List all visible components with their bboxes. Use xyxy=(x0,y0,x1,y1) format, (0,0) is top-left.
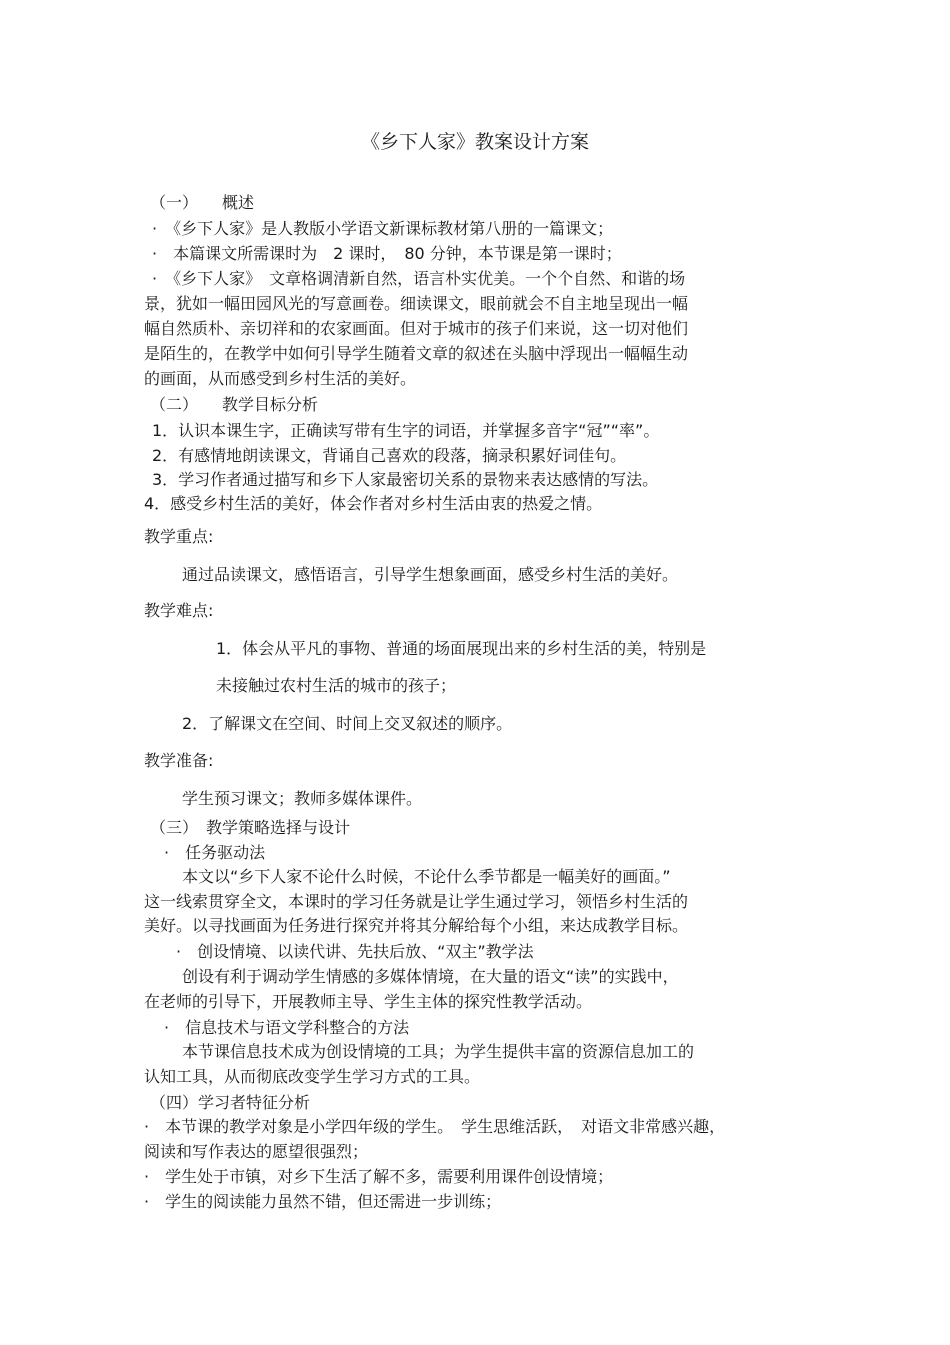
method-3-heading: · 信息技术与语文学科整合的方法 xyxy=(164,1018,410,1037)
goal-item-3: 3．学习作者通过描写和乡下人家最密切关系的景物来表达感情的写法。 xyxy=(152,470,659,489)
method-2-line-2: 在老师的引导下，开展教师主导、学生主体的探究性教学活动。 xyxy=(144,992,593,1011)
overview-line-7: 的画面，从而感受到乡村生活的美好。 xyxy=(144,369,417,388)
method-1-line-3: 美好。以寻找画面为任务进行探究并将其分解给每个小组，来达成教学目标。 xyxy=(144,916,689,935)
goal-item-2: 2．有感情地朗读课文，背诵自己喜欢的段落，摘录积累好词佳句。 xyxy=(152,446,627,465)
method-3-line-1: 本节课信息技术成为创设情境的工具；为学生提供丰富的资源信息加工的 xyxy=(182,1042,695,1061)
section-4-heading: （四）学习者特征分析 xyxy=(150,1093,311,1112)
goal-item-4: 4．感受乡村生活的美好，体会作者对乡村生活由衷的热爱之情。 xyxy=(144,494,603,513)
method-3-line-2: 认知工具，从而彻底改变学生学习方式的工具。 xyxy=(144,1067,481,1086)
method-2-line-1: 创设有利于调动学生情感的多媒体情境，在大量的语文“读”的实践中， xyxy=(182,967,679,986)
learner-line-1: · 本节课的教学对象是小学四年级的学生。 学生思维活跃， 对语文非常感兴趣， xyxy=(144,1117,726,1136)
method-1-line-2: 这一线索贯穿全文，本课时的学习任务就是让学生通过学习，领悟乡村生活的 xyxy=(144,892,689,911)
learner-line-2: 阅读和写作表达的愿望很强烈； xyxy=(144,1142,369,1161)
method-2-heading: · 创设情境、以读代讲、先扶后放、“双主”教学法 xyxy=(176,942,534,961)
overview-line-2: · 本篇课文所需课时为 2 课时， 80 分钟，本节课是第一课时； xyxy=(152,244,622,263)
section-1-heading: （一） 概述 xyxy=(150,193,255,212)
preparation-label: 教学准备: xyxy=(144,751,214,770)
goal-item-1: 1．认识本课生字，正确读写带有生字的词语，并掌握多音字“冠”“率”。 xyxy=(152,421,660,440)
key-point-label: 教学重点: xyxy=(144,527,214,546)
difficulty-item-1b: 未接触过农村生活的城市的孩子； xyxy=(216,676,457,695)
learner-line-3: · 学生处于市镇，对乡下生活了解不多，需要利用课件创设情境； xyxy=(144,1167,614,1186)
difficulty-label: 教学难点: xyxy=(144,601,214,620)
preparation-text: 学生预习课文；教师多媒体课件。 xyxy=(182,789,423,808)
overview-line-6: 是陌生的，在教学中如何引导学生随着文章的叙述在头脑中浮现出一幅幅生动 xyxy=(144,344,689,363)
document-title: 《乡下人家》教案设计方案 xyxy=(360,131,589,153)
overview-line-1: · 《乡下人家》是人教版小学语文新课标教材第八册的一篇课文； xyxy=(152,219,614,238)
method-1-heading: · 任务驱动法 xyxy=(164,843,266,862)
overview-line-4: 景，犹如一幅田园风光的写意画卷。细读课文，眼前就会不自主地呈现出一幅 xyxy=(144,294,689,313)
section-3-heading: （三） 教学策略选择与设计 xyxy=(150,818,351,837)
overview-line-5: 幅自然质朴、亲切祥和的农家画面。但对于城市的孩子们来说，这一切对他们 xyxy=(144,319,689,338)
key-point-text: 通过品读课文，感悟语言，引导学生想象画面，感受乡村生活的美好。 xyxy=(182,565,679,584)
section-2-heading: （二） 教学目标分析 xyxy=(150,395,319,414)
learner-line-4: · 学生的阅读能力虽然不错，但还需进一步训练； xyxy=(144,1192,502,1211)
difficulty-item-2: 2．了解课文在空间、时间上交叉叙述的顺序。 xyxy=(182,714,513,733)
difficulty-item-1a: 1．体会从平凡的事物、普通的场面展现出来的乡村生活的美，特别是 xyxy=(216,639,707,658)
method-1-line-1: 本文以“乡下人家不论什么时候，不论什么季节都是一幅美好的画面。” xyxy=(182,867,671,886)
overview-line-3: · 《乡下人家》 文章格调清新自然，语言朴实优美。一个个自然、和谐的场 xyxy=(152,269,686,288)
